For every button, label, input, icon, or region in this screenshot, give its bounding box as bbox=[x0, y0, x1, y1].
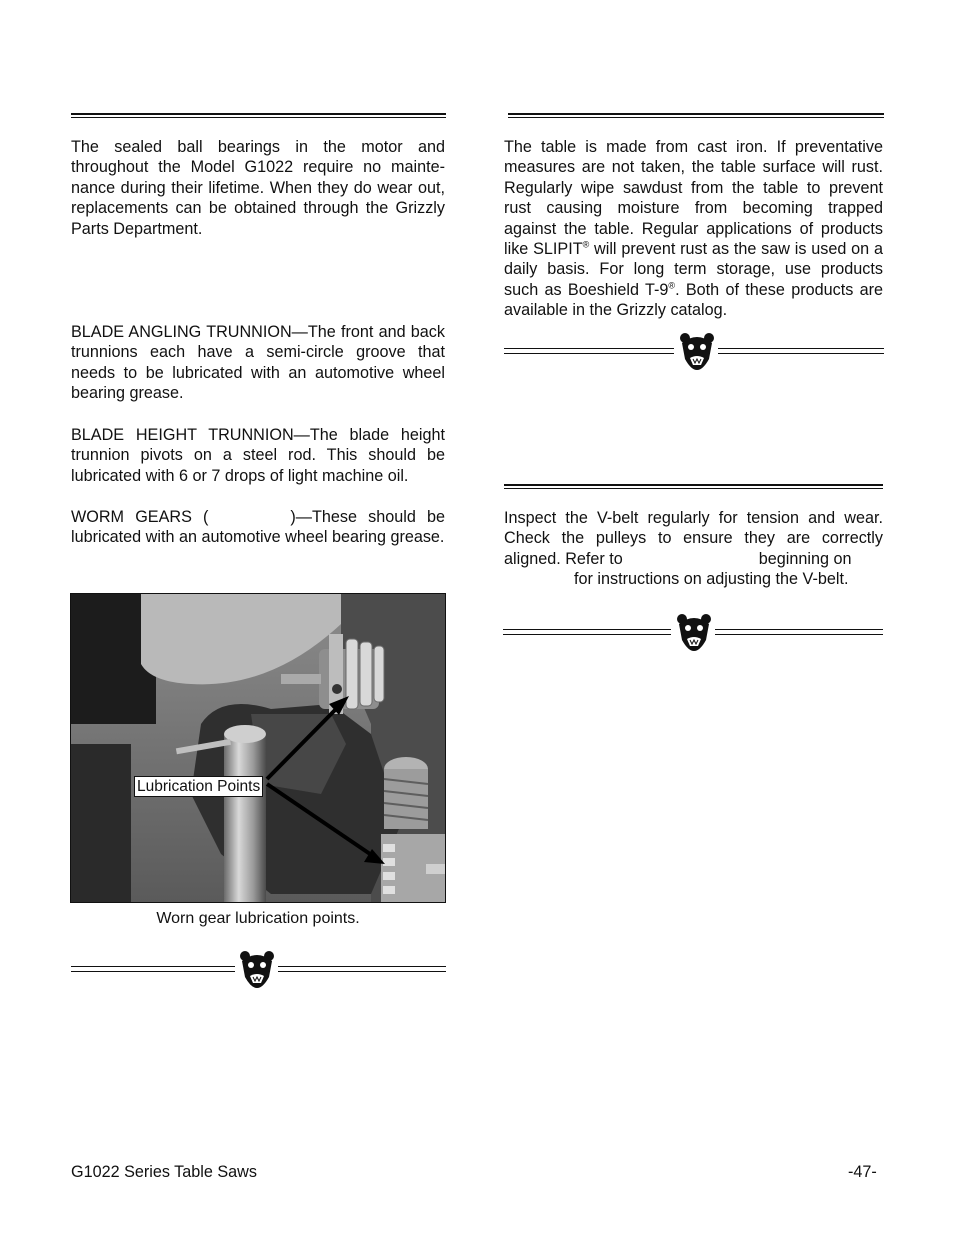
bear-logo-icon bbox=[239, 949, 275, 989]
table-care-text-2: will prevent rust as the saw is used on a daily basis. For long term storage, use products such as Boeshield T-9 bbox=[504, 240, 883, 299]
v-belt-text-3: for instructions on adjusting the V-belt. bbox=[574, 570, 849, 589]
right-bear-divider-2 bbox=[503, 612, 883, 652]
v-belt-text-2: beginning on bbox=[758, 549, 852, 568]
left-bear-divider bbox=[71, 949, 446, 989]
v-belt-paragraph bbox=[504, 508, 883, 590]
worm-gears-paragraph bbox=[71, 507, 445, 548]
height-trunnion-paragraph: BLADE HEIGHT TRUNNION—The blade height trunnion pivots on a steel rod. This should be lubricated with 6 or 7 drops of light machine oil. bbox=[71, 426, 445, 485]
worm-gear-photo-drawing bbox=[71, 594, 446, 903]
registered-mark-2: ® bbox=[668, 280, 676, 291]
photo-caption: Worn gear lubrication points. bbox=[156, 910, 360, 927]
right-section-rule-1 bbox=[508, 113, 884, 118]
right-bear-divider-1 bbox=[504, 331, 884, 371]
lubrication-photo bbox=[70, 593, 446, 903]
right-section-rule-2 bbox=[504, 484, 883, 489]
v-belt-text-1: Inspect the V-belt regularly for tension and wear. Check the pulleys to ensure they are correctly aligned. Refer to bbox=[504, 509, 883, 568]
table-care-text-1: The table is made from cast iron. If preventative measures are not taken, the table surface will rust. Regularly wipe sawdust from the table to prevent rust causing moisture from becoming trapped against the table. Regular applications of products like SLIPIT bbox=[504, 138, 883, 259]
footer-title: G1022 Series Table Saws bbox=[71, 1163, 257, 1181]
bear-logo-icon bbox=[676, 612, 712, 652]
left-section-rule-1 bbox=[71, 113, 446, 118]
page-number: -47- bbox=[848, 1163, 877, 1181]
angling-trunnion-paragraph: BLADE ANGLING TRUNNION—The front and back trunnions each have a semi-circle groove that needs to be lubricated with an automotive wheel bearing grease. bbox=[71, 323, 445, 403]
table-care-text-3: . Both of these products are available in the Grizzly catalog. bbox=[504, 280, 883, 320]
table-care-paragraph bbox=[504, 137, 883, 321]
worm-gears-text-end: )—These should be lubricated with an automotive wheel bearing grease. bbox=[71, 508, 445, 547]
lubrication-points-label: Lubrication Points bbox=[134, 776, 263, 797]
registered-mark-1: ® bbox=[582, 239, 590, 250]
worm-gears-text-start: WORM GEARS ( bbox=[71, 508, 209, 526]
bear-logo-icon bbox=[679, 331, 715, 371]
bearings-paragraph: The sealed ball bearings in the motor and throughout the Model G1022 require no mainte-nance during their lifetime. When they do wear out, replacements can be obtained through the Grizzly Parts Department. bbox=[71, 138, 445, 238]
